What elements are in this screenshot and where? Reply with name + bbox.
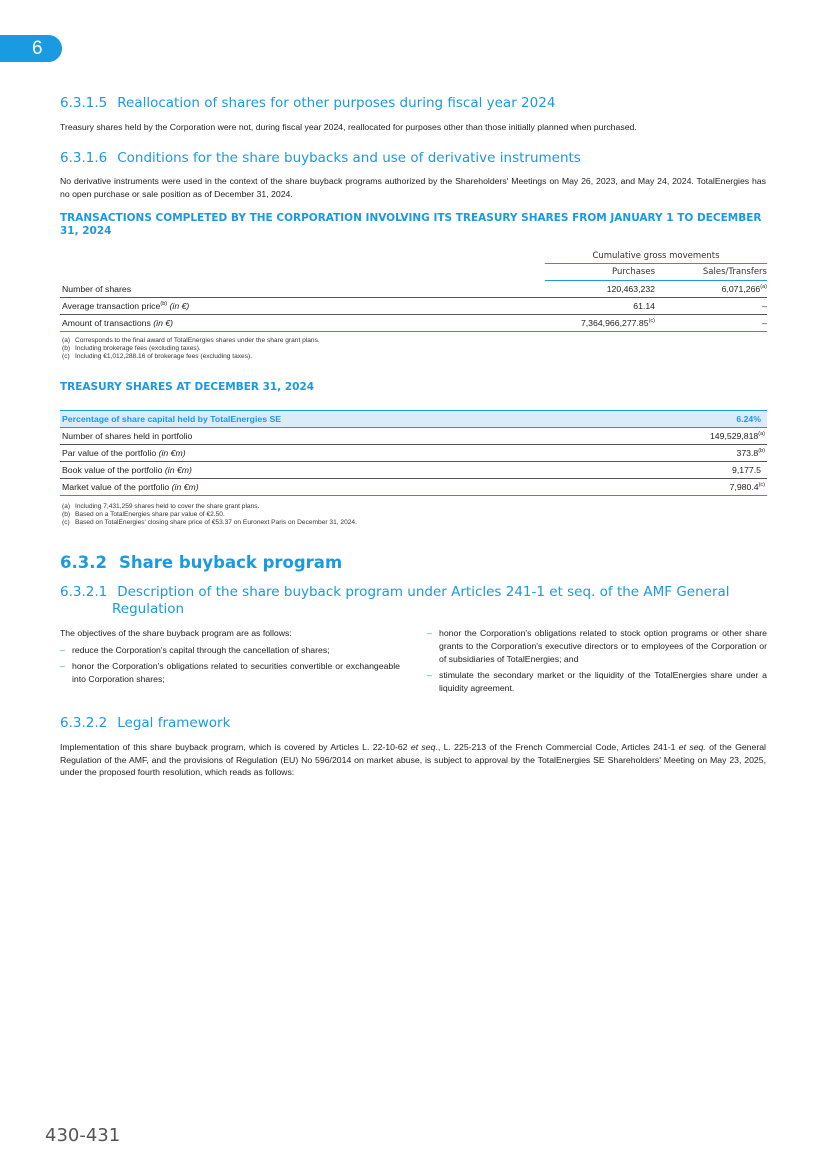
row-label: Market value of the portfolio (in €m) <box>60 479 622 496</box>
heading-title-cont: Regulation <box>112 601 185 617</box>
cell-purchases: 120,463,232 <box>545 281 655 298</box>
list-item: – honor the Corporation's obligations related to stock option programs or other share grants to the Corporation's executive directors or to employees of the Corporation or of subsidiaries of TotalEnergies; and <box>427 627 767 666</box>
col-header-purchases: Purchases <box>545 264 655 281</box>
table-row <box>60 298 767 315</box>
table-row <box>60 428 767 445</box>
heading-6316 <box>60 150 581 167</box>
footnote: (c) Including €1,012,288.16 of brokerage fees (excluding taxes). <box>62 352 253 360</box>
table-row <box>60 315 767 332</box>
footnotes-transactions <box>62 337 320 361</box>
heading-number: 6.3.1.5 <box>60 95 108 111</box>
paragraph-6316: No derivative instruments were used in the context of the share buyback programs authorized by the Shareholders' Meetings on May 26, 2023, and May 24, 2024. TotalEnergies has no open purchase or sale position as of December 31, 2024. <box>60 176 766 199</box>
footnotes-treasury <box>62 503 357 527</box>
heading-6321 <box>60 584 730 618</box>
table-group-header-row <box>60 248 767 264</box>
table-row <box>60 479 767 496</box>
cell-sales: 6,071,266$^{(a)}$ <box>655 281 767 298</box>
table-row <box>60 281 767 298</box>
cell-sales: – <box>655 315 767 332</box>
row-label: Amount of transactions (in €) <box>60 315 545 332</box>
row-label: Number of shares held in portfolio <box>60 428 622 445</box>
page-number: 430-431 <box>45 1125 121 1146</box>
heading-number: 6.3.2.2 <box>60 715 108 731</box>
cell-sales: – <box>655 298 767 315</box>
heading-title: Share buyback program <box>118 553 343 572</box>
footnote: (b) Including brokerage fees (excluding taxes). <box>62 344 201 352</box>
footnote: (a) Including 7,431,259 shares held to cover the share grant plans. <box>62 503 260 510</box>
footnote: (c) Based on TotalEnergies' closing share price of €53.37 on Euronext Paris on December 31, 2024. <box>62 518 357 526</box>
highlight-label: Percentage of share capital held by TotalEnergies SE <box>60 411 622 428</box>
row-value: 7,980.4$^{(c)}$ <box>622 479 767 496</box>
list-item: – honor the Corporation's obligations related to securities convertible or exchangeable into Corporation shares; <box>60 660 400 686</box>
heading-title: Reallocation of shares for other purposes during fiscal year 2024 <box>117 95 556 111</box>
footnote: (a) Corresponds to the final award of TotalEnergies shares under the share grant plans. <box>62 337 320 344</box>
heading-number: 6.3.2.1 <box>60 584 108 600</box>
table-caption-transactions: TRANSACTIONS COMPLETED BY THE CORPORATION INVOLVING ITS TREASURY SHARES FROM JANUARY 1 TO DECEMBER 31, 2024 <box>60 212 762 237</box>
table-caption-treasury: TREASURY SHARES AT DECEMBER 31, 2024 <box>60 381 315 393</box>
heading-title: Description of the share buyback program under Articles 241-1 et seq. of the AMF General <box>117 584 730 600</box>
heading-632 <box>60 553 342 573</box>
objectives-intro: The objectives of the share buyback program are as follows: <box>60 628 292 638</box>
highlight-row <box>60 411 767 428</box>
transactions-table <box>60 248 767 332</box>
row-label: Book value of the portfolio (in €m) <box>60 462 622 479</box>
heading-title: Conditions for the share buybacks and use of derivative instruments <box>117 150 581 166</box>
paragraph-6315: Treasury shares held by the Corporation were not, during fiscal year 2024, reallocated for purposes other than those initially planned when purchased. <box>60 122 637 132</box>
row-value: 373.8$^{(b)}$ <box>622 445 767 462</box>
row-label: Number of shares <box>60 281 545 298</box>
treasury-table <box>60 410 767 496</box>
cell-purchases: 7,364,966,277.85$^{(c)}$ <box>545 315 655 332</box>
footnote: (b) Based on a TotalEnergies share par value of €2.50. <box>62 510 225 518</box>
table-row <box>60 445 767 462</box>
list-item: – reduce the Corporation's capital through the cancellation of shares; <box>60 644 400 657</box>
heading-6315 <box>60 95 555 112</box>
table-header-row <box>60 264 767 281</box>
chapter-tab: 6 <box>0 35 62 62</box>
column-left <box>60 627 400 689</box>
row-value: 149,529,818$^{(a)}$ <box>622 428 767 445</box>
table-row <box>60 462 767 479</box>
row-label: Par value of the portfolio (in €m) <box>60 445 622 462</box>
row-label: Average transaction price$^{(b)}$ (in €) <box>60 298 545 315</box>
paragraph-6322: Implementation of this share buyback program, which is covered by Articles L. 22-10-62 et seq., L. 225-213 of the French Commercial Code, Articles 241-1 et seq. of the General Regulation of the AMF, and the provisions of Regulation (EU) No 596/2014 on market abuse, is subject to approval by the TotalEnergies SE Shareholders' Meeting on May 23, 2025, under the proposed fourth resolution, which reads as follows: <box>60 742 766 777</box>
heading-number: 6.3.2 <box>60 553 107 572</box>
group-header: Cumulative gross movements <box>545 248 767 264</box>
heading-number: 6.3.1.6 <box>60 150 108 166</box>
list-item: – stimulate the secondary market or the liquidity of the TotalEnergies share under a liquidity agreement. <box>427 669 767 695</box>
row-value: 9,177.5 <box>622 462 767 479</box>
col-header-sales: Sales/Transfers <box>655 264 767 281</box>
column-right <box>427 627 767 698</box>
heading-title: Legal framework <box>117 715 231 731</box>
heading-6322 <box>60 715 230 732</box>
highlight-value: 6.24% <box>622 411 767 428</box>
cell-purchases: 61.14 <box>545 298 655 315</box>
